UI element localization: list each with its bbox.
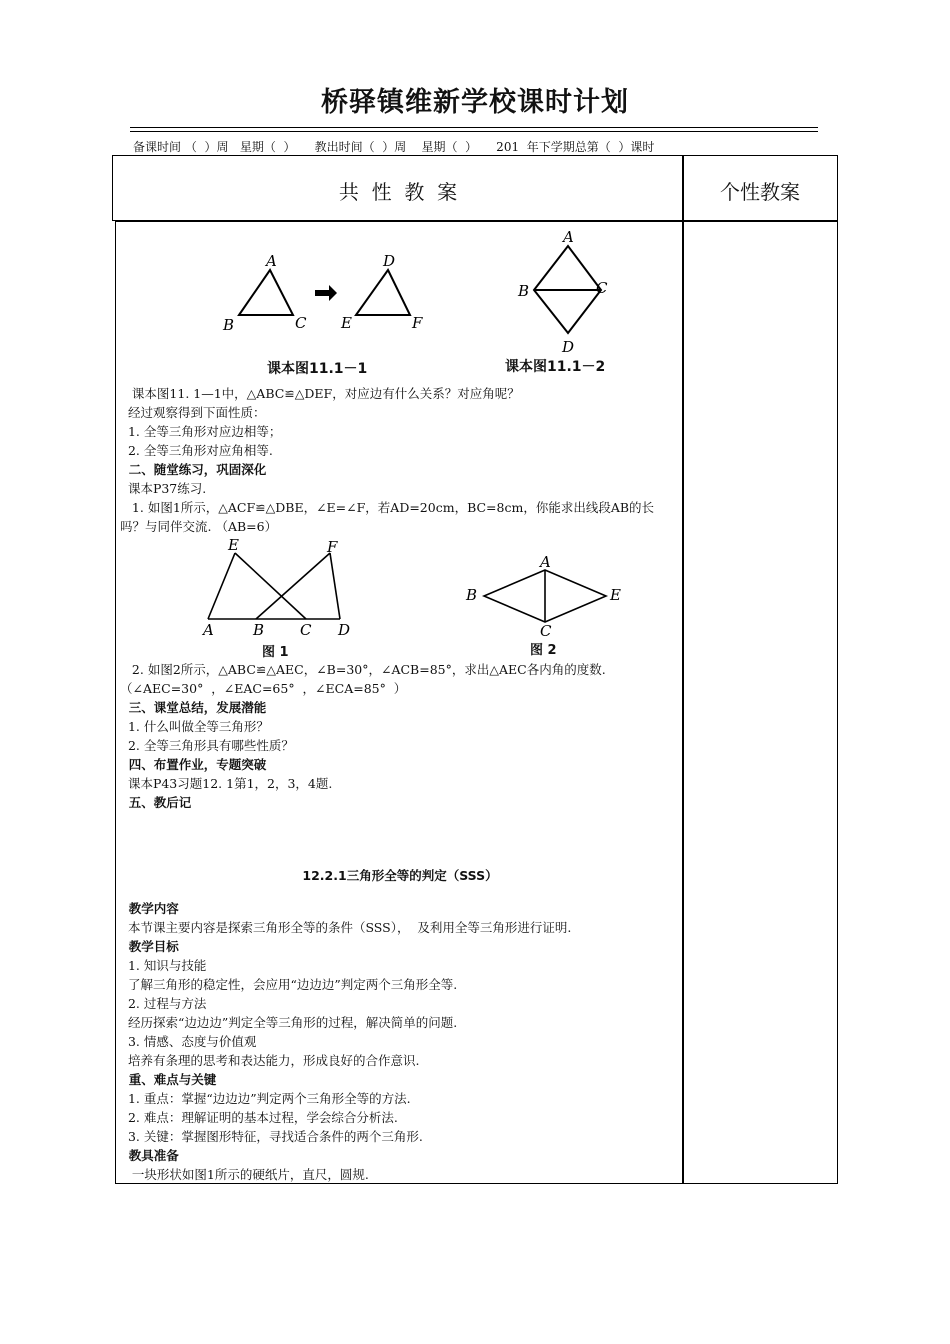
section-heading: 三、课堂总结，发展潜能	[120, 700, 267, 715]
paragraph: 本节课主要内容是探索三角形全等的条件（SSS）， 及利用全等三角形进行证明.	[120, 920, 572, 935]
caption-fig-11-1-2: 课本图11.1－2	[505, 359, 606, 375]
label-f: F	[327, 538, 338, 556]
label-e: E	[228, 536, 239, 554]
paragraph: 吗？与同伴交流. （AB=6）	[120, 519, 278, 534]
section-heading: 教学目标	[120, 939, 179, 954]
lesson-text-upper	[120, 384, 680, 536]
label-c: C	[300, 621, 312, 639]
paragraph: 课本P37练习.	[120, 481, 207, 496]
paragraph: 一块形状如图1所示的硬纸片，直尺，圆规.	[120, 1167, 369, 1182]
page-title: 桥驿镇维新学校课时计划	[321, 87, 629, 118]
header-rule	[130, 127, 818, 128]
paragraph: 了解三角形的稳定性，会应用“边边边”判定两个三角形全等.	[120, 977, 458, 992]
caption-fig-11-1-1: 课本图11.1－1	[267, 361, 368, 377]
label-e: E	[610, 586, 621, 604]
personal-plan-header: 个性教案	[720, 180, 800, 204]
paragraph: 2. 如图2所示，△ABC≌△AEC，∠B=30°，∠ACB=85°，求出△AEC各内角的度数.	[120, 662, 606, 677]
label-a: A	[203, 621, 214, 639]
paragraph: 2. 全等三角形对应角相等.	[120, 443, 273, 458]
label-b: B	[466, 586, 478, 604]
label-d: D	[338, 621, 351, 639]
paragraph: 1. 全等三角形对应边相等；	[120, 424, 282, 439]
section-heading: 教具准备	[120, 1148, 179, 1163]
paragraph: 2. 难点：理解证明的基本过程，学会综合分析法.	[120, 1110, 398, 1125]
paragraph: 课本P43习题12. 1第1，2，3，4题.	[120, 776, 333, 791]
label-b: B	[253, 621, 265, 639]
label-a: A	[540, 553, 551, 571]
label-d: D	[562, 338, 575, 356]
paragraph: 1. 知识与技能	[120, 958, 207, 973]
personal-plan-body-cell	[682, 221, 838, 1184]
label-a: A	[266, 252, 277, 270]
label-d: D	[383, 252, 396, 270]
figure-11-1-2	[510, 226, 620, 360]
paragraph: （∠AEC=30° ，∠EAC=65° ，∠ECA=85° ）	[120, 681, 407, 696]
label-a: A	[563, 228, 574, 246]
paragraph: 1. 如图1所示，△ACF≌△DBE，∠E=∠F，若AD=20cm，BC=8cm，你能求出线段AB的长	[120, 500, 655, 515]
schedule-meta: 备课时间 （ ）周 星期（ ） 教出时间（ ）周 星期（ ） 201 年下学期总第（ ）课时	[133, 140, 655, 154]
paragraph: 2. 过程与方法	[120, 996, 207, 1011]
section-heading: 四、布置作业，专题突破	[120, 757, 267, 772]
paragraph: 课本图11. 1—1中，△ABC≌△DEF，对应边有什么关系？对应角呢？	[120, 386, 520, 401]
label-e: E	[341, 314, 352, 332]
label-b: B	[223, 316, 235, 334]
paragraph: 1. 什么叫做全等三角形？	[120, 719, 269, 734]
paragraph: 经过观察得到下面性质：	[120, 405, 266, 420]
figure-1	[198, 535, 368, 644]
section-heading: 教学内容	[120, 901, 179, 916]
section-heading: 五、教后记	[120, 795, 192, 810]
section-title: 12.2.1三角形全等的判定（SSS）	[302, 868, 498, 883]
label-c: C	[596, 279, 608, 297]
header-rule	[130, 131, 818, 132]
lesson-text-middle	[120, 660, 680, 812]
paragraph: 经历探索“边边边”判定全等三角形的过程，解决简单的问题.	[120, 1015, 458, 1030]
caption-fig-2: 图 2	[530, 643, 557, 658]
figure-11-1-1	[215, 248, 435, 342]
lesson-text-lower	[120, 899, 680, 1184]
paragraph: 2. 全等三角形具有哪些性质？	[120, 738, 294, 753]
label-b: B	[518, 282, 530, 300]
figure-2	[460, 552, 630, 646]
label-f: F	[412, 314, 423, 332]
label-c: C	[540, 622, 552, 640]
paragraph: 培养有条理的思考和表达能力，形成良好的合作意识.	[120, 1053, 420, 1068]
section-heading: 重、难点与关键	[120, 1072, 217, 1087]
common-plan-header: 共 性 教 案	[338, 180, 458, 204]
paragraph: 1. 重点：掌握“边边边”判定两个三角形全等的方法.	[120, 1091, 411, 1106]
paragraph: 3. 关键：掌握图形特征，寻找适合条件的两个三角形.	[120, 1129, 423, 1144]
caption-fig-1: 图 1	[262, 645, 289, 660]
paragraph: 3. 情感、态度与价值观	[120, 1034, 257, 1049]
label-c: C	[295, 314, 307, 332]
section-heading: 二、随堂练习，巩固深化	[120, 462, 267, 477]
